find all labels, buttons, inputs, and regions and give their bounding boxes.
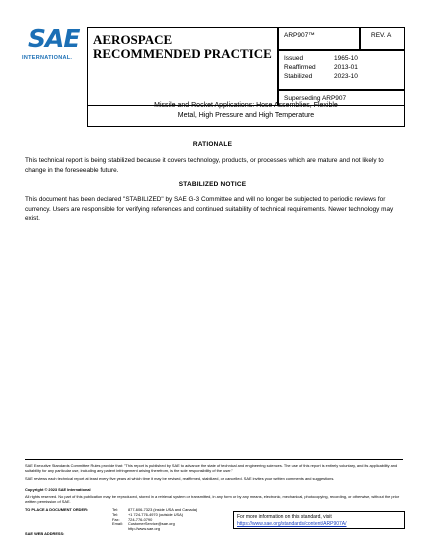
web-link[interactable]: http://www.sae.org	[128, 526, 161, 532]
rationale-text: This technical report is being stabilized because it covers technology, products, or processes which are mature and not likely to change in the foreseeable future.	[25, 157, 384, 174]
tel-value: 877-606-7323 (inside USA and Canada)	[128, 507, 198, 512]
review-notice: SAE reviews each technical report at least every five years at which time it may be revised, reaffirmed, stabilized, or cancelled. SAE invites your written comments and suggestions.	[25, 476, 335, 481]
rationale-heading: RATIONALE	[192, 141, 233, 148]
tel2-value: +1 724-776-4970 (outside USA)	[128, 511, 184, 517]
web-address-label: SAE WEB ADDRESS:	[25, 531, 65, 536]
date-value: 2013-01	[334, 64, 358, 71]
more-info-box	[233, 511, 405, 529]
standard-link[interactable]: https://www.sae.org/standards/content/ARP907A/	[237, 521, 347, 527]
superseding-note: Superseding ARP907	[278, 90, 405, 106]
document-subject	[87, 97, 405, 127]
document-number: ARP907™	[278, 27, 360, 50]
date-label: Issued	[284, 55, 304, 62]
date-row-reaffirmed	[284, 64, 394, 71]
date-label: Stabilized	[284, 73, 313, 80]
subject-line2: Metal, High Pressure and High Temperature	[177, 112, 315, 119]
stabilized-heading: STABILIZED NOTICE	[178, 181, 247, 188]
fax-value: 724-776-0790	[128, 516, 153, 522]
date-row-issued	[284, 55, 394, 62]
date-value: 1965-10	[334, 55, 358, 62]
tel-label: Tel:	[112, 507, 119, 512]
tel2-label: Tel:	[112, 511, 119, 517]
rights-notice: All rights reserved. No part of this publication may be reproduced, stored in a retrieval system or transmitted, in any form or by any means, electronic, mechanical, photocopying, recording, or otherwise, without the prior written permission of SAE.	[25, 494, 400, 504]
contact-block	[112, 508, 197, 532]
email-label: Email:	[112, 521, 123, 527]
copyright-line: Copyright © 2023 SAE International	[25, 487, 91, 492]
revision-label: REV. A	[360, 27, 405, 50]
subject-line1: Missile and Rocket Applications: Hose Assemblies, Flexible	[154, 102, 338, 109]
dates-box	[278, 50, 405, 90]
more-info-text: For more information on this standard, visit	[237, 514, 332, 520]
footer-divider	[25, 459, 403, 460]
date-label: Reaffirmed	[284, 64, 316, 71]
policy-notice: SAE Executive Standards Committee Rules provide that: "This report is published by SAE to advance the state of technical and engineering sciences. The use of this report is entirely voluntary, and its applicability and suitability for any particular use, including any patent infringement arising therefrom, is the sole responsibility of the user."	[25, 463, 398, 473]
document-type-line1: AEROSPACE	[93, 32, 173, 47]
fax-label: Fax:	[112, 516, 120, 522]
date-row-stabilized	[284, 73, 394, 80]
sae-logo	[22, 26, 86, 66]
document-type-box	[87, 27, 278, 106]
stabilized-text: This document has been declared "STABILIZED" by SAE G-3 Committee and will no longer be subjected to periodic reviews for currency. Users are responsible for verifying references and continued suitability of technical requirements. Newer technology may exist.	[25, 196, 394, 222]
order-label: TO PLACE A DOCUMENT ORDER:	[25, 507, 89, 512]
logo-subtitle: INTERNATIONAL.	[22, 55, 73, 61]
logo-mark: SAE	[28, 24, 80, 53]
email-link[interactable]: CustomerService@sae.org	[128, 521, 175, 527]
date-value: 2023-10	[334, 73, 358, 80]
document-type-line2: RECOMMENDED PRACTICE	[93, 46, 272, 61]
